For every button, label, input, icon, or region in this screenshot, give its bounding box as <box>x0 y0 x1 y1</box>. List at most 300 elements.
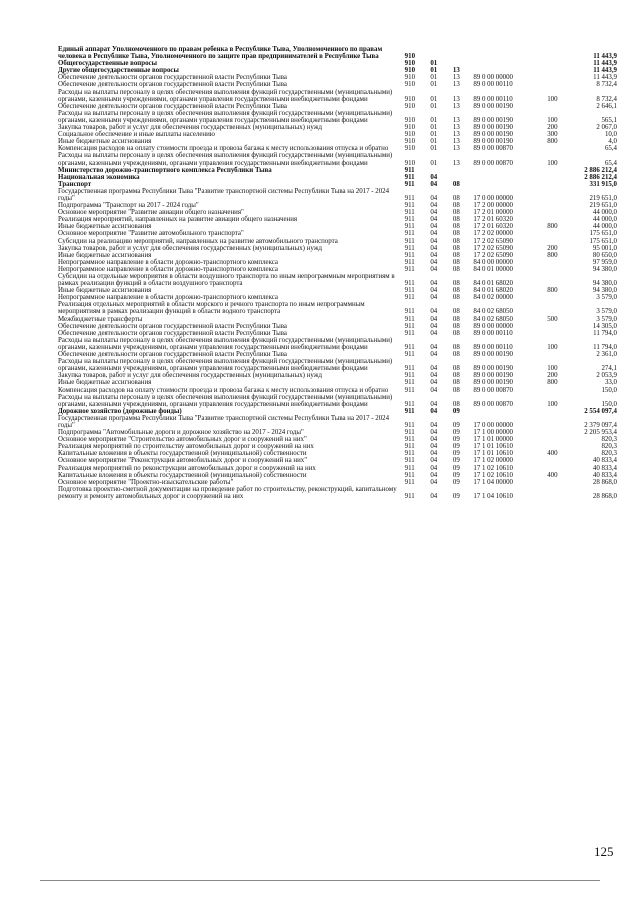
row-ministry-code: 911 <box>404 237 415 245</box>
row-target-article: 84 0 02 00000 <box>473 294 513 302</box>
row-name: Основное мероприятие "Развитие авиации общего назначения" <box>58 209 244 217</box>
row-target-article: 89 0 00 00870 <box>473 145 513 153</box>
row-expense-type: 100 <box>547 95 558 103</box>
row-expense-type <box>547 408 570 415</box>
row-subsection-code: 08 <box>452 216 460 224</box>
row-subsection-code: 09 <box>452 457 460 465</box>
row-expense-type <box>547 174 570 181</box>
row-target-article: 17 1 01 10610 <box>473 443 513 451</box>
row-name: Иные бюджетные ассигнования <box>58 379 152 387</box>
row-section-code: 04 <box>430 429 438 437</box>
row-name: Реализация мероприятий, направленных на развитие авиации общего назначения <box>58 216 298 224</box>
table-row <box>58 457 617 464</box>
row-target-article: 17 2 02 65090 <box>473 237 513 245</box>
row-sum: 40 833,4 <box>592 457 617 465</box>
row-section-code: 01 <box>430 116 438 124</box>
row-name: Капитальные вложения в объекты государственной (муниципальной) собственности <box>58 450 307 458</box>
row-sum: 14 305,0 <box>592 322 617 330</box>
row-section-code: 04 <box>430 251 438 259</box>
row-expense-type <box>547 465 570 472</box>
row-expense-type: 800 <box>547 287 558 295</box>
row-sum: 11 443,9 <box>593 60 617 68</box>
row-name: Подготовка проектно-сметной документации на проведение работ по строительству, реконструкций, капитальному ремонту и ремонту автомобильных дорог и сооружений на них <box>58 485 397 500</box>
table-row <box>58 323 617 330</box>
row-expense-type <box>547 387 570 394</box>
row-name: Субсидии на реализацию мероприятий, направленных на развитие автомобильного транспорта <box>58 237 338 245</box>
row-ministry-code: 910 <box>404 81 416 89</box>
row-name: Обеспечение деятельности органов государственной власти Республики Тыва <box>58 329 287 337</box>
row-name: Основное мероприятие "Реконструкция автомобильных дорог и сооружений на них" <box>58 457 308 465</box>
row-subsection-code: 08 <box>452 251 460 259</box>
row-name: Обеспечение деятельности органов государственной власти Республики Тыва <box>58 322 287 330</box>
row-ministry-code: 910 <box>404 131 416 139</box>
row-target-article: 17 2 00 00000 <box>473 202 513 210</box>
table-row <box>58 443 617 450</box>
row-ministry-code: 911 <box>404 386 415 394</box>
row-ministry-code: 911 <box>404 223 415 231</box>
row-sum: 150,0 <box>601 400 617 408</box>
row-expense-type: 100 <box>547 343 558 351</box>
row-target-article: 17 1 01 00000 <box>473 436 513 444</box>
row-ministry-code: 911 <box>404 329 415 337</box>
row-section-code: 04 <box>430 407 438 415</box>
row-target-article: 89 0 00 00190 <box>473 124 513 132</box>
table-row <box>58 429 617 436</box>
row-subsection-code: 08 <box>452 237 460 245</box>
table-row <box>58 436 617 443</box>
row-ministry-code: 911 <box>404 251 415 259</box>
table-row <box>58 188 617 202</box>
row-expense-type: 800 <box>547 251 558 259</box>
row-expense-type <box>547 216 570 223</box>
row-section-code: 04 <box>430 351 438 359</box>
row-target-article: 89 0 00 00110 <box>473 343 513 351</box>
row-expense-type <box>547 429 570 436</box>
row-subsection-code: 09 <box>452 450 460 458</box>
row-sum: 4,0 <box>608 138 617 146</box>
row-target-article <box>473 174 547 181</box>
row-ministry-code: 911 <box>404 400 415 408</box>
row-target-article: 17 2 01 00000 <box>473 209 513 217</box>
row-subsection-code: 09 <box>452 436 460 444</box>
row-name: Государственная программа Республики Тыва "Развитие транспортной системы Республики Тыва на 2017 - 2024 годы" <box>58 414 390 429</box>
row-expense-type <box>547 457 570 464</box>
row-subsection-code: 08 <box>452 365 460 373</box>
row-target-article: 89 0 00 00110 <box>473 95 513 103</box>
table-row <box>58 110 617 124</box>
row-subsection-code: 08 <box>452 202 460 210</box>
row-sum: 44 000,0 <box>592 223 617 231</box>
row-section-code: 04 <box>430 436 438 444</box>
row-sum: 10,0 <box>604 131 617 139</box>
row-subsection-code: 08 <box>452 329 460 337</box>
row-ministry-code: 911 <box>404 216 415 224</box>
table-row <box>58 450 617 457</box>
row-section-code: 04 <box>430 258 438 266</box>
table-row <box>58 152 617 166</box>
row-ministry-code: 910 <box>404 67 416 75</box>
row-ministry-code: 911 <box>404 209 415 217</box>
row-target-article: 89 0 00 00870 <box>473 159 513 167</box>
table-row <box>58 230 617 237</box>
row-subsection-code: 09 <box>452 421 460 429</box>
row-subsection-code: 13 <box>452 74 460 82</box>
row-target-article <box>473 408 547 415</box>
row-subsection-code: 09 <box>452 492 460 500</box>
row-expense-type <box>547 259 570 266</box>
row-subsection-code: 08 <box>452 372 460 380</box>
row-sum: 219 651,0 <box>589 202 617 210</box>
row-target-article: 17 1 04 00000 <box>473 478 513 486</box>
row-name: Обеспечение деятельности органов государственной власти Республики Тыва <box>58 351 287 359</box>
row-sum: 219 651,0 <box>589 194 617 202</box>
row-target-article <box>473 67 547 74</box>
row-name: Иные бюджетные ассигнования <box>58 251 152 259</box>
row-section-code: 04 <box>430 230 438 238</box>
row-target-article: 89 0 00 00110 <box>473 81 513 89</box>
table-row <box>58 223 617 230</box>
row-sum: 2 067,0 <box>596 124 617 132</box>
row-subsection-code: 13 <box>452 81 460 89</box>
row-ministry-code: 911 <box>404 343 415 351</box>
row-ministry-code: 911 <box>404 294 415 302</box>
row-ministry-code: 911 <box>404 194 415 202</box>
row-expense-type <box>547 330 570 337</box>
row-ministry-code: 910 <box>404 102 416 110</box>
row-ministry-code: 910 <box>404 60 416 68</box>
row-ministry-code: 911 <box>404 457 415 465</box>
row-section-code: 04 <box>430 372 438 380</box>
row-section-code: 04 <box>430 343 438 351</box>
row-ministry-code: 911 <box>404 443 415 451</box>
row-target-article: 17 0 00 00000 <box>473 421 513 429</box>
row-ministry-code: 911 <box>404 280 415 288</box>
row-target-article: 89 0 00 00000 <box>473 74 513 82</box>
row-ministry-code: 911 <box>404 365 415 373</box>
row-target-article: 84 0 02 68050 <box>473 315 513 323</box>
row-subsection-code: 08 <box>452 351 460 359</box>
table-row <box>58 479 617 486</box>
row-target-article: 89 0 00 00190 <box>473 372 513 380</box>
row-name: Обеспечение деятельности органов государственной власти Республики Тыва <box>58 74 287 82</box>
row-target-article: 84 0 00 00000 <box>473 258 513 266</box>
row-section-code: 04 <box>430 202 438 210</box>
row-subsection-code: 09 <box>452 471 460 479</box>
row-expense-type <box>547 188 570 202</box>
row-name: Непрограммное направление в области дорожно-транспортного комплекса <box>58 258 278 266</box>
row-subsection-code: 13 <box>452 138 460 146</box>
table-row <box>58 259 617 266</box>
row-subsection-code: 09 <box>452 478 460 486</box>
row-expense-type: 100 <box>547 116 558 124</box>
row-section-code: 04 <box>430 386 438 394</box>
row-name: Капитальные вложения в объекты государственной (муниципальной) собственности <box>58 471 307 479</box>
row-section-code: 04 <box>430 265 438 273</box>
row-name: Иные бюджетные ассигнования <box>58 138 152 146</box>
table-row <box>58 138 617 145</box>
row-subsection-code: 08 <box>452 315 460 323</box>
row-name: Непрограммное направление в области дорожно-транспортного комплекса <box>58 294 278 302</box>
row-sum: 94 380,0 <box>592 287 617 295</box>
table-row <box>58 238 617 245</box>
row-expense-type: 800 <box>547 379 558 387</box>
row-name: Общегосударственные вопросы <box>58 60 157 68</box>
table-row <box>58 67 617 74</box>
row-sum: 33,0 <box>604 379 617 387</box>
row-expense-type: 100 <box>547 365 558 373</box>
table-row <box>58 89 617 103</box>
row-target-article: 84 0 01 68020 <box>473 287 513 295</box>
row-ministry-code: 911 <box>404 450 415 458</box>
row-ministry-code: 911 <box>404 287 415 295</box>
row-target-article <box>473 181 547 188</box>
table-row <box>58 408 617 415</box>
page-number: 125 <box>594 844 614 859</box>
row-expense-type <box>547 103 570 110</box>
row-ministry-code: 910 <box>404 145 416 153</box>
row-subsection-code: 08 <box>452 294 460 302</box>
row-target-article: 17 2 02 00000 <box>473 230 513 238</box>
row-name: Национальная экономика <box>58 173 140 181</box>
row-ministry-code: 911 <box>404 322 415 330</box>
table-row <box>58 301 617 315</box>
row-subsection-code: 08 <box>452 322 460 330</box>
row-expense-type: 400 <box>547 450 558 458</box>
row-ministry-code: 911 <box>404 372 415 380</box>
row-sum: 80 650,0 <box>592 251 617 259</box>
row-expense-type <box>547 67 570 74</box>
row-subsection-code: 08 <box>452 180 460 188</box>
table-row <box>58 330 617 337</box>
row-ministry-code: 910 <box>404 53 416 61</box>
row-section-code <box>430 167 453 174</box>
row-section-code: 04 <box>430 180 438 188</box>
row-sum: 11 794,0 <box>593 343 617 351</box>
row-subsection-code: 09 <box>452 464 460 472</box>
row-sum: 11 443,9 <box>593 53 617 61</box>
row-sum: 44 000,0 <box>592 209 617 217</box>
row-section-code: 04 <box>430 294 438 302</box>
row-section-code: 01 <box>430 67 438 75</box>
row-expense-type <box>547 351 570 358</box>
row-section-code: 04 <box>430 365 438 373</box>
row-sum: 97 959,0 <box>592 258 617 266</box>
row-expense-type <box>547 202 570 209</box>
row-sum: 331 915,0 <box>589 180 617 188</box>
row-name: Единый аппарат Уполномоченного по правам ребенка в Республике Тыва, Уполномоченного по правам человека в Республике Тыва, Уполномоченного по защите прав предпринимателей в Республике Тыва <box>58 46 383 61</box>
row-name: Закупка товаров, работ и услуг для обеспечения государственных (муниципальных) нужд <box>58 244 322 252</box>
row-sum: 65,4 <box>604 145 617 153</box>
row-sum: 95 001,0 <box>592 244 617 252</box>
row-sum: 3 579,0 <box>596 294 617 302</box>
row-target-article <box>473 46 547 60</box>
row-section-code: 01 <box>430 60 438 68</box>
row-subsection-code: 08 <box>452 265 460 273</box>
row-section-code: 04 <box>430 421 438 429</box>
row-sum: 274,1 <box>601 365 617 373</box>
table-row <box>58 46 617 60</box>
row-expense-type <box>547 479 570 486</box>
row-section-code: 01 <box>430 138 438 146</box>
row-target-article: 89 0 00 00190 <box>473 102 513 110</box>
table-row <box>58 394 617 408</box>
table-row <box>58 252 617 259</box>
row-name: Расходы на выплаты персоналу в целях обеспечения выполнения функций государственными (муниципальными) органами, казенными учреждениями, органами управления государственными внебюджетными фондами <box>58 88 393 103</box>
row-expense-type <box>547 415 570 429</box>
row-section-code: 01 <box>430 131 438 139</box>
row-name: Компенсация расходов на оплату стоимости проезда и провоза багажа к месту использования отпуска и обратно <box>58 145 389 153</box>
row-sum: 2 361,0 <box>596 351 617 359</box>
row-expense-type <box>547 81 570 88</box>
row-section-code: 01 <box>430 74 438 82</box>
row-section-code: 04 <box>430 464 438 472</box>
row-section-code: 04 <box>430 216 438 224</box>
row-sum: 2 886 212,4 <box>584 173 617 181</box>
row-subsection-code <box>453 174 474 181</box>
row-target-article: 89 0 00 00190 <box>473 365 513 373</box>
row-expense-type: 100 <box>547 400 558 408</box>
row-expense-type <box>547 443 570 450</box>
row-section-code: 04 <box>430 315 438 323</box>
row-sum: 2 053,9 <box>596 372 617 380</box>
table-row <box>58 202 617 209</box>
row-ministry-code: 911 <box>404 436 415 444</box>
row-name: Транспорт <box>58 180 92 188</box>
row-expense-type <box>547 230 570 237</box>
row-subsection-code: 08 <box>452 230 460 238</box>
row-expense-type <box>547 486 570 500</box>
row-target-article: 89 0 00 00190 <box>473 131 513 139</box>
bottom-divider <box>40 880 600 881</box>
row-target-article: 84 0 01 00000 <box>473 265 513 273</box>
row-name: Подпрограмма "Транспорт на 2017 - 2024 годы" <box>58 202 199 210</box>
table-row <box>58 337 617 351</box>
row-name: Дорожное хозяйство (дорожные фонды) <box>58 407 182 415</box>
table-row <box>58 145 617 152</box>
row-name: Социальное обеспечение и иные выплаты населению <box>58 131 215 139</box>
row-subsection-code: 08 <box>452 343 460 351</box>
row-sum: 175 651,0 <box>589 237 617 245</box>
row-subsection-code <box>453 60 474 67</box>
table-row <box>58 351 617 358</box>
row-target-article: 84 0 02 68050 <box>473 308 513 316</box>
row-expense-type <box>547 74 570 81</box>
table-row <box>58 81 617 88</box>
row-ministry-code: 911 <box>404 258 415 266</box>
row-section-code: 04 <box>430 492 438 500</box>
row-subsection-code: 13 <box>452 67 460 75</box>
row-subsection-code: 09 <box>452 443 460 451</box>
row-sum: 2 205 953,4 <box>584 429 617 437</box>
row-expense-type <box>547 266 570 273</box>
row-target-article: 89 0 00 00190 <box>473 379 513 387</box>
row-section-code: 04 <box>430 478 438 486</box>
row-section-code: 04 <box>430 280 438 288</box>
table-row <box>58 316 617 323</box>
row-sum: 40 833,4 <box>592 471 617 479</box>
table-row <box>58 60 617 67</box>
row-sum: 3 579,0 <box>596 308 617 316</box>
row-subsection-code: 13 <box>452 131 460 139</box>
row-subsection-code: 08 <box>452 223 460 231</box>
table-row <box>58 358 617 372</box>
row-section-code: 04 <box>430 329 438 337</box>
row-sum: 820,3 <box>601 450 617 458</box>
row-target-article <box>473 167 547 174</box>
row-name: Межбюджетные трансферты <box>58 315 143 323</box>
row-sum: 150,0 <box>601 386 617 394</box>
row-sum: 3 579,0 <box>596 315 617 323</box>
table-row <box>58 372 617 379</box>
row-subsection-code: 13 <box>452 95 460 103</box>
row-ministry-code: 911 <box>404 429 415 437</box>
row-expense-type <box>547 145 570 152</box>
table-row <box>58 216 617 223</box>
row-ministry-code: 911 <box>404 173 415 181</box>
row-section-code: 04 <box>430 244 438 252</box>
row-target-article: 17 0 00 00000 <box>473 194 513 202</box>
table-row <box>58 465 617 472</box>
table-row <box>58 167 617 174</box>
row-subsection-code: 08 <box>452 379 460 387</box>
row-ministry-code: 911 <box>404 202 415 210</box>
row-name: Основное мероприятие "Проектно-изыскательские работы" <box>58 478 234 486</box>
row-ministry-code: 910 <box>404 74 416 82</box>
table-row <box>58 74 617 81</box>
row-subsection-code: 08 <box>452 287 460 295</box>
row-name: Другие общегосударственные вопросы <box>58 67 179 75</box>
row-sum: 11 794,0 <box>593 329 617 337</box>
row-target-article: 17 2 02 65090 <box>473 244 513 252</box>
row-section-code: 01 <box>430 95 438 103</box>
row-sum: 820,3 <box>601 436 617 444</box>
table-row <box>58 287 617 294</box>
row-ministry-code: 910 <box>404 138 416 146</box>
row-expense-type <box>547 294 570 301</box>
row-section-code: 04 <box>430 322 438 330</box>
row-name: Субсидии на отдельные мероприятия в области воздушного транспорта по иным непрограммным мероприятиям в рамках реализации функций в области воздушного транспорта <box>58 273 395 288</box>
row-sum: 8 732,4 <box>596 95 617 103</box>
row-subsection-code: 08 <box>452 258 460 266</box>
row-name: Реализация отдельных мероприятий в области морского и речного транспорта по иным непрограммным мероприятиям в рамках реализации функций в области водного транспорта <box>58 301 365 316</box>
row-expense-type <box>547 46 570 60</box>
row-ministry-code: 910 <box>404 95 416 103</box>
row-expense-type <box>547 273 570 287</box>
row-expense-type: 500 <box>547 315 558 323</box>
row-subsection-code: 08 <box>452 400 460 408</box>
row-section-code: 04 <box>430 450 438 458</box>
row-section-code: 01 <box>430 81 438 89</box>
row-subsection-code: 13 <box>452 124 460 132</box>
row-ministry-code: 911 <box>404 464 415 472</box>
row-name: Реализация мероприятий по реконструкции автомобильных дорог и сооружений на них <box>58 464 316 472</box>
row-ministry-code: 911 <box>404 492 415 500</box>
table-row <box>58 131 617 138</box>
row-sum: 2 554 097,4 <box>584 407 617 415</box>
row-subsection-code: 08 <box>452 244 460 252</box>
row-ministry-code: 911 <box>404 421 415 429</box>
row-section-code <box>430 46 453 60</box>
row-section-code: 04 <box>430 194 438 202</box>
row-target-article: 17 1 02 00000 <box>473 457 513 465</box>
row-target-article: 89 0 00 00870 <box>473 400 513 408</box>
table-row <box>58 379 617 386</box>
row-target-article: 89 0 00 00190 <box>473 116 513 124</box>
budget-table <box>58 46 617 500</box>
row-expense-type <box>547 238 570 245</box>
row-target-article: 17 1 02 10610 <box>473 471 513 479</box>
row-ministry-code: 911 <box>404 407 415 415</box>
